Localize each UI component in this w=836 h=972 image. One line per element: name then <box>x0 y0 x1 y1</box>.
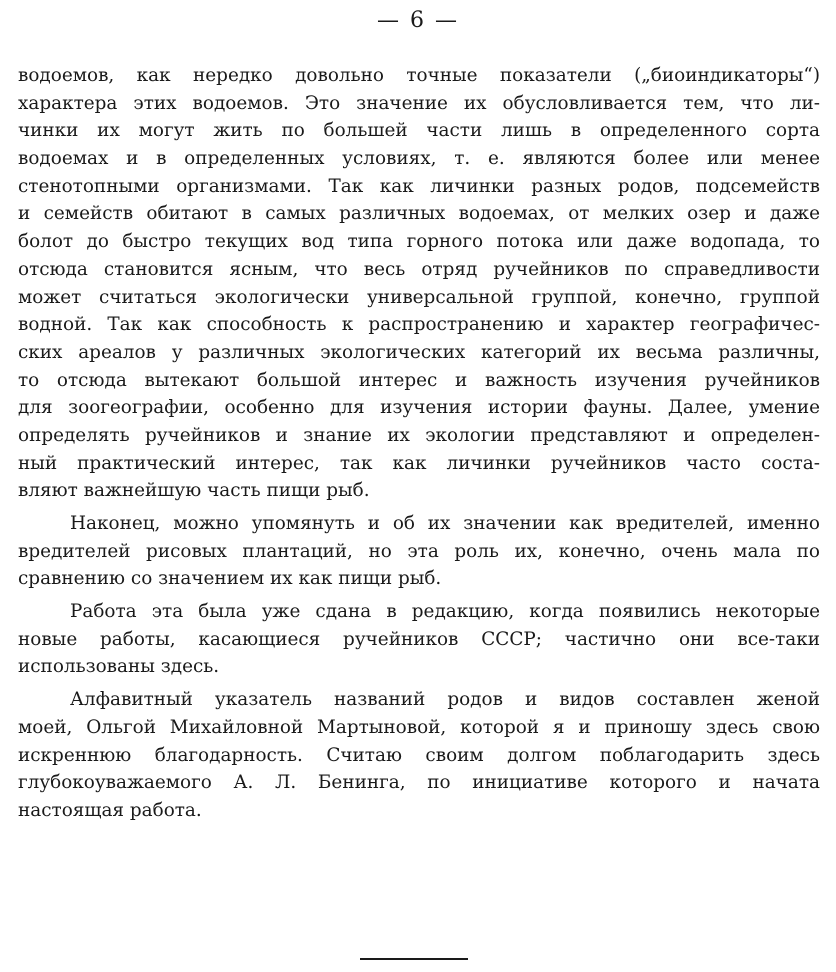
paragraph <box>18 62 820 505</box>
text-line: водной. Так как способность к распространению и характер географичес- <box>18 314 820 336</box>
paragraph <box>18 686 820 824</box>
text-line: отсюда становится ясным, что весь отряд ручейников по справедливости <box>18 258 820 280</box>
text-line: новые работы, касающиеся ручейников СССР; частично они все-таки <box>18 628 820 650</box>
text-line: может считаться экологически универсальной группой, конечно, группой <box>18 286 820 308</box>
text-line: ских ареалов у различных экологических категорий их весьма различны, <box>18 341 820 363</box>
text-line: водоемах и в определенных условиях, т. е. являются более или менее <box>18 148 820 170</box>
text-line: ный практический интерес, так как личинки ручейников часто соста- <box>18 452 820 474</box>
text-line: использованы здесь. <box>18 656 220 678</box>
body-text <box>18 62 820 825</box>
end-rule-divider <box>360 958 468 960</box>
text-line: настоящая работа. <box>18 799 202 821</box>
text-line: чинки их могут жить по большей части лишь в определенного сорта <box>18 120 820 142</box>
paragraph <box>18 510 820 593</box>
text-line: болот до быстро текущих вод типа горного потока или даже водопада, то <box>18 231 820 253</box>
text-line: водоемов, как нередко довольно точные показатели („биоиндикаторы“) <box>18 65 820 86</box>
text-line: вредителей рисовых плантаций, но эта роль их, конечно, очень мала по <box>18 540 820 562</box>
text-line: Наконец, можно упомянуть и об их значении как вредителей, именно <box>70 513 820 534</box>
text-line: для зоогеографии, особенно для изучения истории фауны. Далее, умение <box>18 397 820 419</box>
text-line: стенотопными организмами. Так как личинки разных родов, подсемейств <box>18 175 820 197</box>
text-line: то отсюда вытекают большой интерес и важность изучения ручейников <box>18 369 820 391</box>
text-line: определять ручейников и знание их экологии представляют и определен- <box>18 424 820 446</box>
text-line: вляют важнейшую часть пищи рыб. <box>18 480 370 502</box>
text-line: моей, Ольгой Михайловной Мартыновой, которой я и приношу здесь свою <box>18 716 820 738</box>
text-line: сравнению со значением их как пищи рыб. <box>18 568 442 590</box>
page-number: — 6 — <box>377 8 459 33</box>
text-line: глубокоуважаемого А. Л. Бенинга, по инициативе которого и начата <box>18 772 820 794</box>
text-line: Алфавитный указатель названий родов и видов составлен женой <box>70 689 820 711</box>
text-line: искреннюю благодарность. Считаю своим долгом поблагодарить здесь <box>18 744 820 766</box>
text-line: характера этих водоемов. Это значение их обусловливается тем, что ли- <box>18 92 820 114</box>
text-line: и семейств обитают в самых различных водоемах, от мелких озер и даже <box>18 203 820 225</box>
text-line: Работа эта была уже сдана в редакцию, когда появились некоторые <box>70 601 820 623</box>
paragraph <box>18 598 820 681</box>
